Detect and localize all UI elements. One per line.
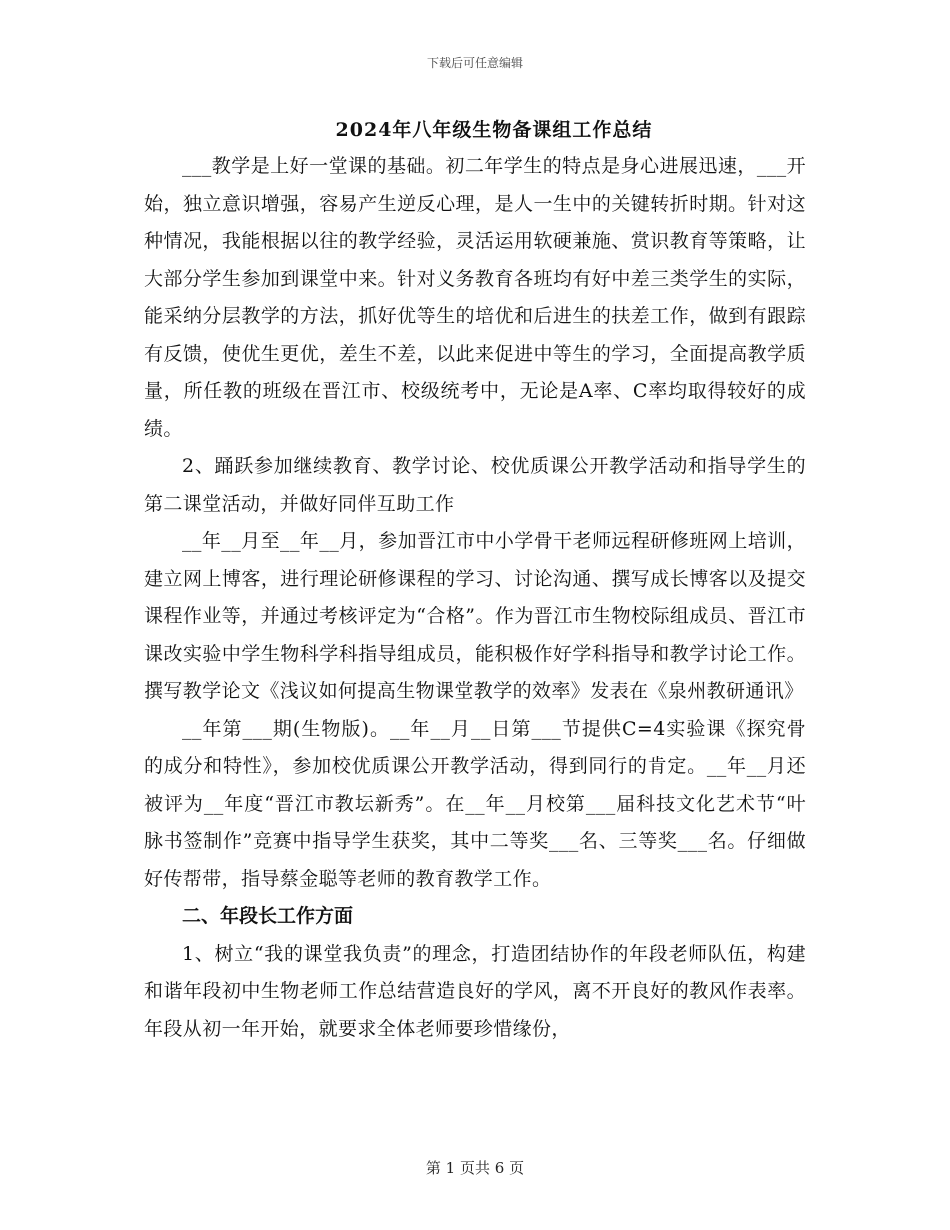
paragraph-grade-leader-1: 1、树立“我的课堂我负责”的理念，打造团结协作的年段老师队伍，构建和谐年段初中生物老师工作总结营造良好的学风，离不开良好的教风作表率。年段从初一年开始，就要求全体老师要珍惜缘份，: [144, 942, 806, 1040]
paragraph-achievements: __年第___期(生物版)。__年__月__日第___节提供C=4实验课《探究骨的成分和特性》，参加校优质课公开教学活动，得到同行的肯定。__年__月还被评为__年度“晋江市教坛新秀”。在__年__月校第___届科技文化艺术节“叶脉书签制作”竞赛中指导学生获奖，其中二等奖___名、三等奖___名。仔细做好传帮带，指导蔡金聪等老师的教育教学工作。: [144, 717, 806, 890]
document-title: 2024年八年级生物备课组工作总结: [335, 119, 653, 141]
document-body: [144, 112, 806, 1048]
paragraph-continuing-education: 2、踊跃参加继续教育、教学讨论、校优质课公开教学活动和指导学生的第二课堂活动，并做好同伴互助工作: [144, 455, 806, 515]
page-header-note: 下载后可任意编辑: [426, 56, 523, 70]
paragraph-online-training: __年__月至__年__月，参加晋江市中小学骨干老师远程研修班网上培训，建立网上博客，进行理论研修课程的学习、讨论沟通、撰写成长博客以及提交课程作业等，并通过考核评定为“合格”。作为晋江市生物校际组成员、晋江市课改实验中学生物科学科指导组成员，能积极作好学科指导和教学讨论工作。撰写教学论文《浅议如何提高生物课堂教学的效率》发表在《泉州教研通讯》: [144, 530, 806, 702]
section-heading-grade-leader: 二、年段长工作方面: [182, 905, 354, 927]
paragraph-teaching-basics: ___教学是上好一堂课的基础。初二年学生的特点是身心进展迅速，___开始，独立意识增强，容易产生逆反心理，是人一生中的关键转折时期。针对这种情况，我能根据以往的教学经验，灵活运用软硬兼施、赏识教育等策略，让大部分学生参加到课堂中来。针对义务教育各班均有好中差三类学生的实际，能采纳分层教学的方法，抓好优等生的培优和后进生的扶差工作，做到有跟踪有反馈，使优生更优，差生不差，以此来促进中等生的学习，全面提高教学质量，所任教的班级在晋江市、校级统考中，无论是A率、C率均取得较好的成绩。: [144, 155, 806, 440]
page-number: 第 1 页共 6 页: [425, 1159, 525, 1177]
